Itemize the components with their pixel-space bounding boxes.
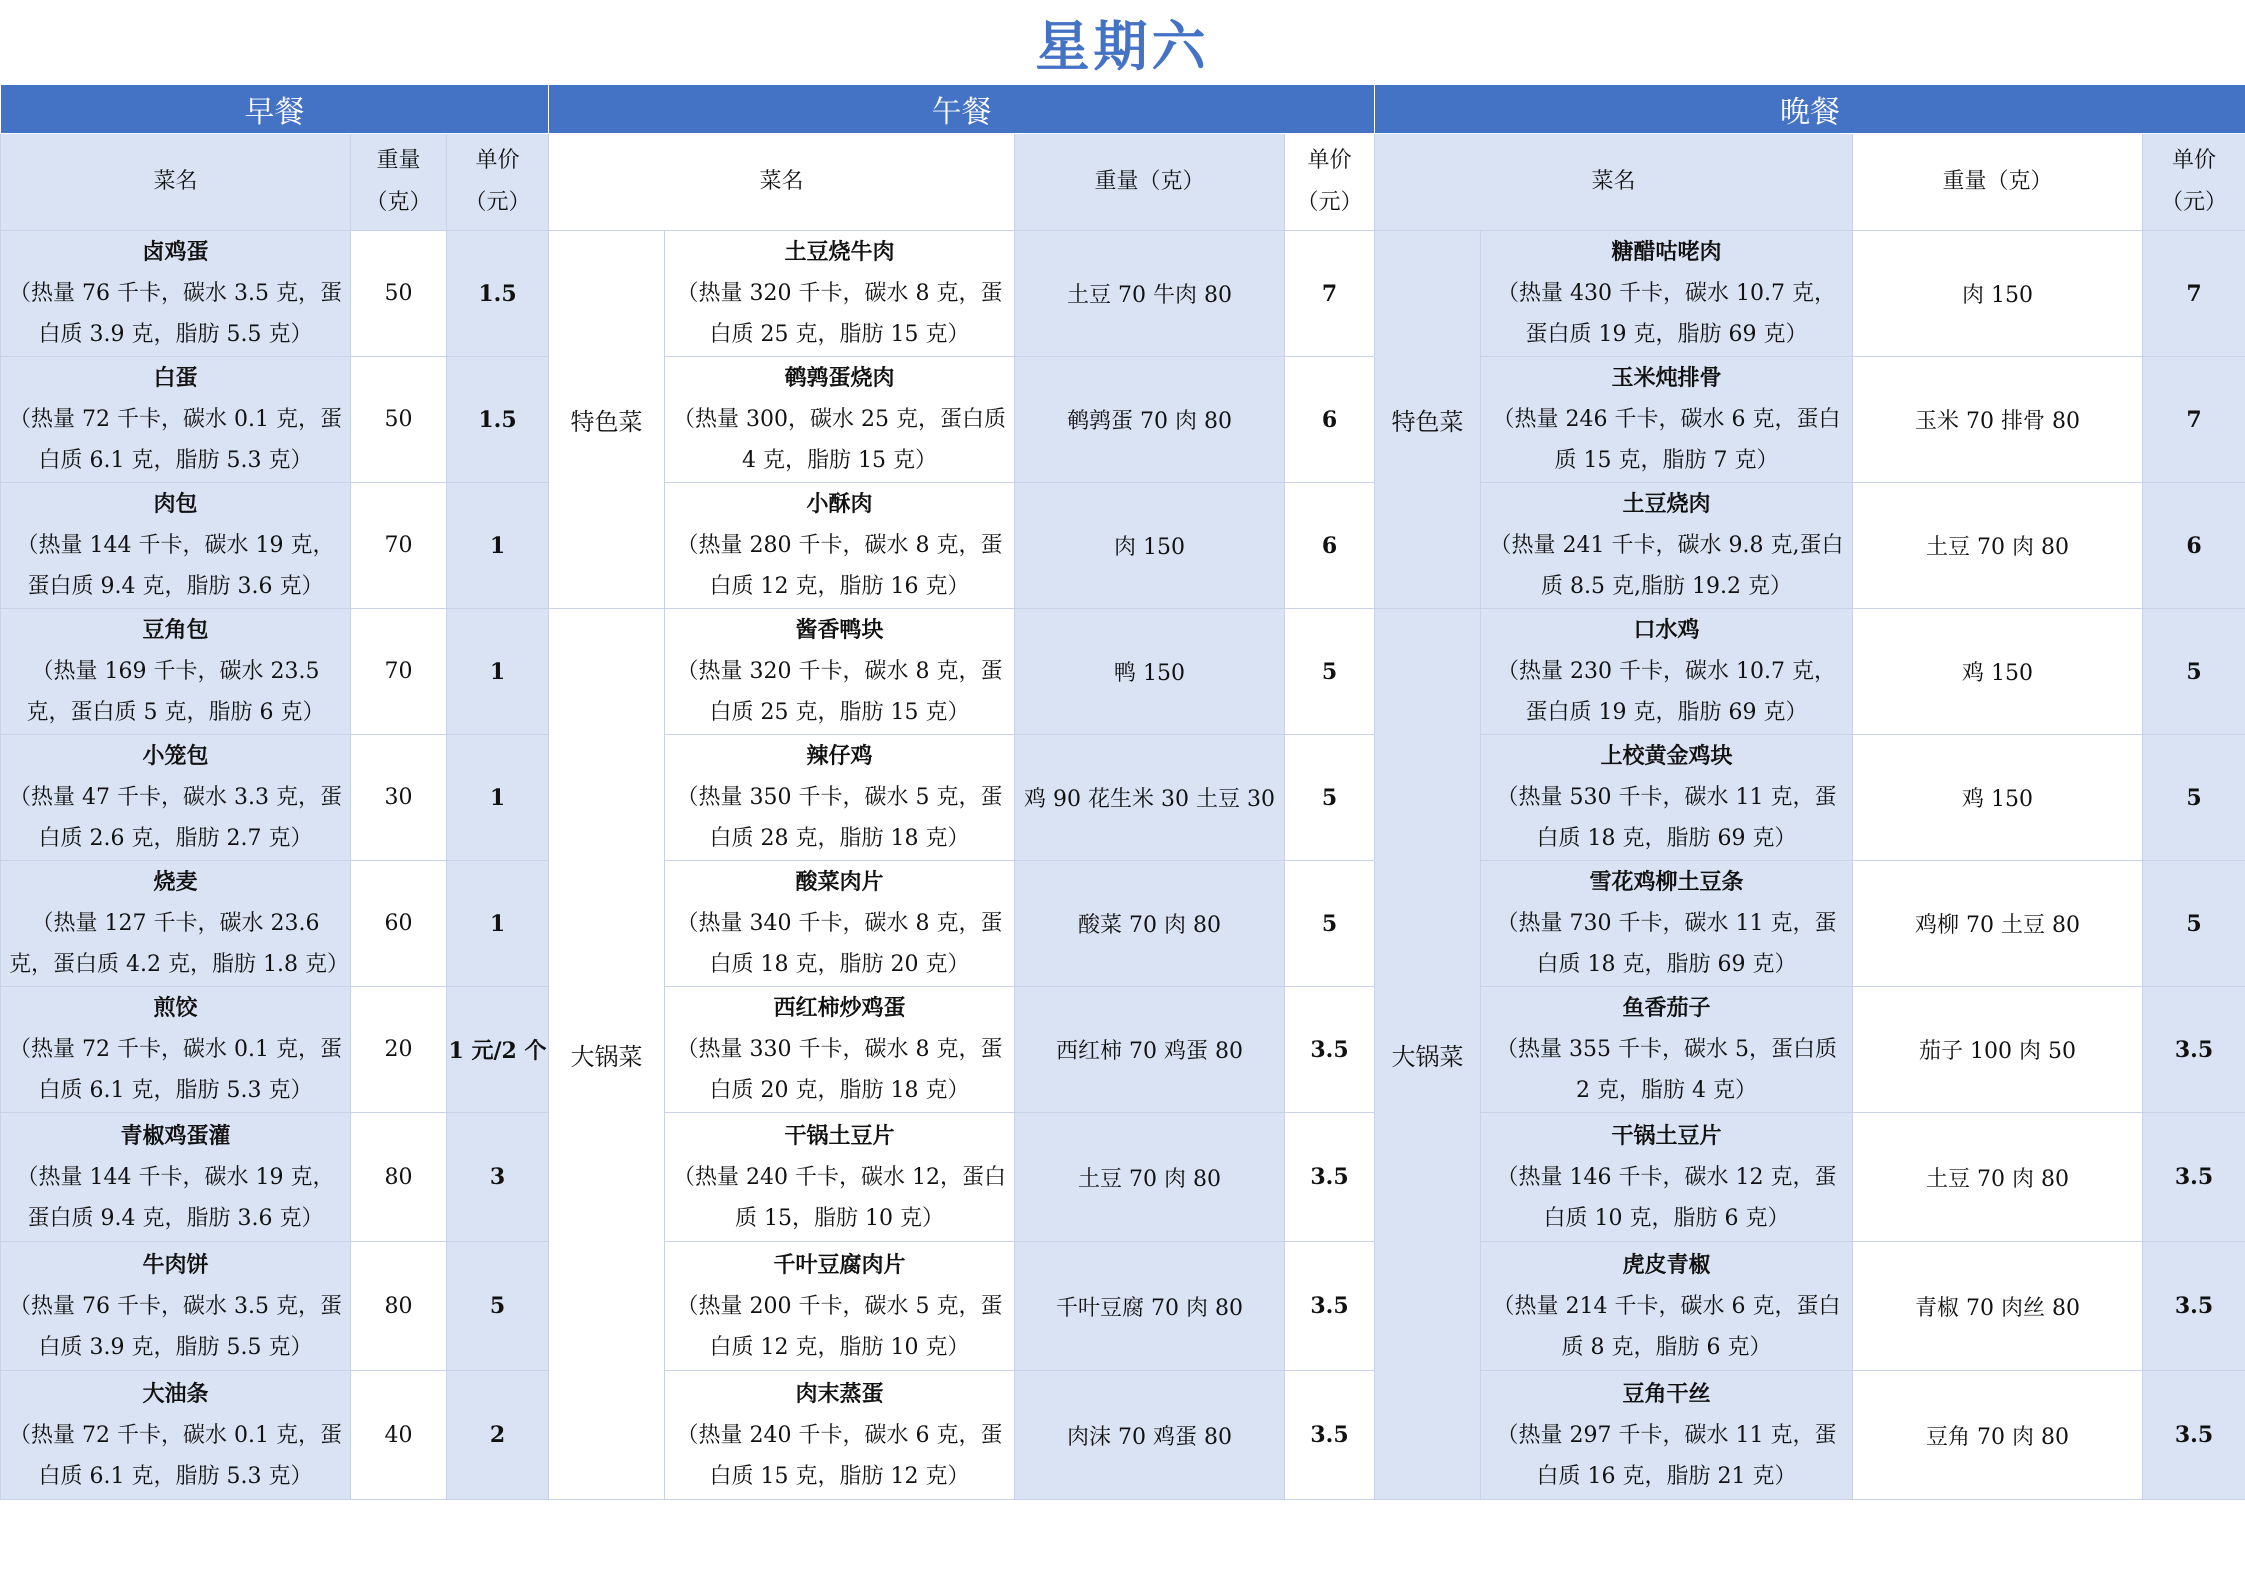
dinner-weight: 豆角 70 肉 80 <box>1853 1371 2143 1500</box>
breakfast-weight: 20 <box>351 987 447 1113</box>
lunch-category-special: 特色菜 <box>549 231 665 609</box>
lunch-dish-name: 土豆烧牛肉 <box>784 239 895 265</box>
dinner-dish-cell <box>1481 735 1853 861</box>
lunch-dish-nutrition: （热量 330 千卡，碳水 8 克，蛋白质 20 克，脂肪 18 克） <box>676 1037 1003 1103</box>
breakfast-dish-nutrition: （热量 144 千卡，碳水 19 克，蛋白质 9.4 克，脂肪 3.6 克） <box>16 533 335 599</box>
lunch-dish-name: 小酥肉 <box>806 491 873 517</box>
breakfast-weight: 70 <box>351 483 447 609</box>
breakfast-price: 2 <box>447 1371 549 1500</box>
table-row <box>1 1242 2245 1371</box>
dinner-dish-nutrition: （热量 530 千卡，碳水 11 克，蛋白质 18 克，脂肪 69 克） <box>1496 785 1837 851</box>
column-header-row <box>1 134 2245 231</box>
lunch-price: 3.5 <box>1285 1113 1375 1242</box>
dinner-price: 5 <box>2143 861 2245 987</box>
breakfast-dish-name: 豆角包 <box>142 617 209 643</box>
breakfast-dish-nutrition: （热量 127 千卡，碳水 23.6 克，蛋白质 4.2 克，脂肪 1.8 克） <box>9 911 349 977</box>
lunch-price: 3.5 <box>1285 987 1375 1113</box>
dinner-dish-cell <box>1481 357 1853 483</box>
dinner-price: 6 <box>2143 483 2245 609</box>
table-row <box>1 1371 2245 1500</box>
meal-breakfast-header: 早餐 <box>1 85 549 134</box>
breakfast-dish-nutrition: （热量 76 千卡，碳水 3.5 克，蛋白质 3.9 克，脂肪 5.5 克） <box>9 1293 342 1360</box>
breakfast-price: 5 <box>447 1242 549 1371</box>
lunch-weight: 鹌鹑蛋 70 肉 80 <box>1015 357 1285 483</box>
dinner-weight: 鸡 150 <box>1853 735 2143 861</box>
lunch-dish-cell <box>665 609 1015 735</box>
table-row <box>1 861 2245 987</box>
breakfast-dish-cell <box>1 735 351 861</box>
lunch-name-header: 菜名 <box>549 134 1015 231</box>
lunch-weight: 酸菜 70 肉 80 <box>1015 861 1285 987</box>
dinner-weight: 土豆 70 肉 80 <box>1853 483 2143 609</box>
dinner-dish-cell <box>1481 609 1853 735</box>
breakfast-dish-cell <box>1 357 351 483</box>
dinner-price: 3.5 <box>2143 1113 2245 1242</box>
lunch-weight: 鸡 90 花生米 30 土豆 30 <box>1015 735 1285 861</box>
breakfast-dish-cell <box>1 861 351 987</box>
lunch-dish-cell <box>665 483 1015 609</box>
lunch-price: 3.5 <box>1285 1371 1375 1500</box>
lunch-category-big-pot: 大锅菜 <box>549 609 665 1500</box>
dinner-dish-cell <box>1481 1113 1853 1242</box>
breakfast-weight: 40 <box>351 1371 447 1500</box>
table-row <box>1 357 2245 483</box>
breakfast-dish-cell <box>1 1113 351 1242</box>
lunch-weight: 肉沫 70 鸡蛋 80 <box>1015 1371 1285 1500</box>
menu-body <box>1 231 2245 1500</box>
breakfast-price: 1.5 <box>447 231 549 357</box>
breakfast-dish-name: 白蛋 <box>153 365 198 391</box>
breakfast-price: 1 <box>447 735 549 861</box>
dinner-name-header: 菜名 <box>1375 134 1853 231</box>
breakfast-weight: 50 <box>351 357 447 483</box>
lunch-weight: 土豆 70 牛肉 80 <box>1015 231 1285 357</box>
dinner-dish-name: 口水鸡 <box>1633 617 1700 643</box>
lunch-price: 6 <box>1285 483 1375 609</box>
dinner-dish-nutrition: （热量 355 千卡，碳水 5，蛋白质 2 克，脂肪 4 克） <box>1496 1037 1837 1103</box>
dinner-dish-name: 豆角干丝 <box>1622 1380 1711 1407</box>
lunch-dish-nutrition: （热量 280 千卡，碳水 8 克，蛋白质 12 克，脂肪 16 克） <box>676 533 1003 599</box>
lunch-dish-name: 辣仔鸡 <box>806 743 873 769</box>
lunch-weight: 西红柿 70 鸡蛋 80 <box>1015 987 1285 1113</box>
lunch-dish-cell <box>665 987 1015 1113</box>
lunch-dish-cell <box>665 1242 1015 1371</box>
dinner-dish-cell <box>1481 231 1853 357</box>
breakfast-price: 1 <box>447 483 549 609</box>
dinner-dish-name: 鱼香茄子 <box>1622 995 1711 1021</box>
lunch-dish-nutrition: （热量 340 千卡，碳水 8 克，蛋白质 18 克，脂肪 20 克） <box>676 911 1003 977</box>
breakfast-price: 1.5 <box>447 357 549 483</box>
breakfast-price: 1 <box>447 861 549 987</box>
lunch-weight: 鸭 150 <box>1015 609 1285 735</box>
lunch-price: 5 <box>1285 609 1375 735</box>
dinner-category-big-pot: 大锅菜 <box>1375 609 1481 1500</box>
lunch-weight-header: 重量（克） <box>1015 134 1285 231</box>
breakfast-weight: 30 <box>351 735 447 861</box>
dinner-dish-cell <box>1481 987 1853 1113</box>
lunch-price-header: 单价 （元） <box>1285 134 1375 231</box>
breakfast-dish-name: 肉包 <box>153 491 198 517</box>
breakfast-dish-nutrition: （热量 144 千卡，碳水 19 克，蛋白质 9.4 克，脂肪 3.6 克） <box>16 1164 335 1231</box>
dinner-dish-nutrition: （热量 430 千卡，碳水 10.7 克，蛋白质 19 克，脂肪 69 克） <box>1497 281 1836 347</box>
breakfast-dish-nutrition: （热量 76 千卡，碳水 3.5 克，蛋白质 3.9 克，脂肪 5.5 克） <box>9 281 342 347</box>
lunch-dish-cell <box>665 1113 1015 1242</box>
dinner-price: 7 <box>2143 231 2245 357</box>
dinner-dish-cell <box>1481 1371 1853 1500</box>
lunch-dish-cell <box>665 861 1015 987</box>
breakfast-dish-nutrition: （热量 72 千卡，碳水 0.1 克，蛋白质 6.1 克，脂肪 5.3 克） <box>9 407 342 473</box>
lunch-dish-nutrition: （热量 240 千卡，碳水 6 克，蛋白质 15 克，脂肪 12 克） <box>676 1422 1003 1489</box>
lunch-price: 3.5 <box>1285 1242 1375 1371</box>
dinner-dish-name: 土豆烧肉 <box>1622 491 1711 517</box>
breakfast-price: 1 元/2 个 <box>447 987 549 1113</box>
lunch-dish-nutrition: （热量 240 千卡，碳水 12，蛋白质 15，脂肪 10 克） <box>673 1164 1006 1231</box>
table-row <box>1 231 2245 357</box>
breakfast-dish-nutrition: （热量 72 千卡，碳水 0.1 克，蛋白质 6.1 克，脂肪 5.3 克） <box>9 1422 342 1489</box>
lunch-dish-name: 酸菜肉片 <box>795 869 884 895</box>
dinner-weight-header: 重量（克） <box>1853 134 2143 231</box>
lunch-dish-cell <box>665 1371 1015 1500</box>
table-row <box>1 735 2245 861</box>
lunch-dish-name: 酱香鸭块 <box>795 617 884 643</box>
dinner-dish-name: 上校黄金鸡块 <box>1600 743 1733 769</box>
dinner-weight: 玉米 70 排骨 80 <box>1853 357 2143 483</box>
breakfast-dish-name: 大油条 <box>142 1380 209 1407</box>
dinner-weight: 鸡柳 70 土豆 80 <box>1853 861 2143 987</box>
dinner-dish-nutrition: （热量 241 千卡，碳水 9.8 克,蛋白质 8.5 克,脂肪 19.2 克） <box>1489 533 1844 599</box>
dinner-price: 3.5 <box>2143 1242 2245 1371</box>
lunch-dish-name: 肉末蒸蛋 <box>795 1380 884 1407</box>
lunch-price: 7 <box>1285 231 1375 357</box>
breakfast-price-header: 单价 （元） <box>447 134 549 231</box>
lunch-dish-name: 西红柿炒鸡蛋 <box>773 995 906 1021</box>
dinner-dish-nutrition: （热量 297 千卡，碳水 11 克，蛋白质 16 克，脂肪 21 克） <box>1496 1422 1837 1489</box>
breakfast-dish-name: 牛肉饼 <box>142 1251 209 1278</box>
dinner-dish-name: 干锅土豆片 <box>1611 1122 1722 1149</box>
breakfast-dish-cell <box>1 987 351 1113</box>
breakfast-dish-name: 煎饺 <box>153 995 198 1021</box>
dinner-dish-name: 雪花鸡柳土豆条 <box>1589 869 1744 895</box>
dinner-dish-nutrition: （热量 146 千卡，碳水 12 克，蛋白质 10 克，脂肪 6 克） <box>1496 1164 1837 1231</box>
table-row <box>1 1113 2245 1242</box>
breakfast-dish-nutrition: （热量 72 千卡，碳水 0.1 克，蛋白质 6.1 克，脂肪 5.3 克） <box>9 1037 342 1103</box>
dinner-dish-cell <box>1481 483 1853 609</box>
dinner-category-special: 特色菜 <box>1375 231 1481 609</box>
dinner-dish-nutrition: （热量 230 千卡，碳水 10.7 克，蛋白质 19 克，脂肪 69 克） <box>1497 659 1836 725</box>
lunch-price: 5 <box>1285 861 1375 987</box>
lunch-dish-nutrition: （热量 200 千卡，碳水 5 克，蛋白质 12 克，脂肪 10 克） <box>676 1293 1003 1360</box>
menu-table <box>0 84 2245 1500</box>
breakfast-weight-header: 重量 （克） <box>351 134 447 231</box>
breakfast-dish-name: 卤鸡蛋 <box>142 239 209 265</box>
lunch-weight: 肉 150 <box>1015 483 1285 609</box>
dinner-weight: 茄子 100 肉 50 <box>1853 987 2143 1113</box>
lunch-dish-name: 鹌鹑蛋烧肉 <box>784 365 895 391</box>
breakfast-dish-cell <box>1 483 351 609</box>
dinner-dish-cell <box>1481 1242 1853 1371</box>
breakfast-dish-cell <box>1 1371 351 1500</box>
breakfast-dish-cell <box>1 609 351 735</box>
dinner-weight: 肉 150 <box>1853 231 2143 357</box>
dinner-weight: 鸡 150 <box>1853 609 2143 735</box>
breakfast-weight: 80 <box>351 1113 447 1242</box>
breakfast-weight: 80 <box>351 1242 447 1371</box>
breakfast-price: 3 <box>447 1113 549 1242</box>
lunch-dish-name: 干锅土豆片 <box>784 1122 895 1149</box>
meal-dinner-header: 晚餐 <box>1375 85 2245 134</box>
meal-lunch-header: 午餐 <box>549 85 1375 134</box>
lunch-dish-cell <box>665 357 1015 483</box>
breakfast-weight: 60 <box>351 861 447 987</box>
breakfast-dish-cell <box>1 231 351 357</box>
lunch-dish-nutrition: （热量 320 千卡，碳水 8 克，蛋白质 25 克，脂肪 15 克） <box>676 659 1003 725</box>
dinner-dish-name: 糖醋咕咾肉 <box>1611 239 1722 265</box>
lunch-dish-name: 千叶豆腐肉片 <box>773 1251 906 1278</box>
breakfast-dish-name: 青椒鸡蛋灌 <box>120 1122 231 1149</box>
dinner-price: 5 <box>2143 735 2245 861</box>
dinner-price: 3.5 <box>2143 1371 2245 1500</box>
breakfast-dish-name: 小笼包 <box>142 743 209 769</box>
lunch-dish-nutrition: （热量 350 千卡，碳水 5 克，蛋白质 28 克，脂肪 18 克） <box>676 785 1003 851</box>
lunch-dish-cell <box>665 735 1015 861</box>
breakfast-weight: 70 <box>351 609 447 735</box>
breakfast-dish-cell <box>1 1242 351 1371</box>
dinner-dish-cell <box>1481 861 1853 987</box>
breakfast-price: 1 <box>447 609 549 735</box>
breakfast-weight: 50 <box>351 231 447 357</box>
dinner-price: 7 <box>2143 357 2245 483</box>
dinner-weight: 土豆 70 肉 80 <box>1853 1113 2143 1242</box>
lunch-dish-cell <box>665 231 1015 357</box>
breakfast-dish-name: 烧麦 <box>153 869 198 895</box>
meal-header-row <box>1 85 2245 134</box>
breakfast-name-header: 菜名 <box>1 134 351 231</box>
lunch-dish-nutrition: （热量 300，碳水 25 克，蛋白质 4 克，脂肪 15 克） <box>673 407 1006 473</box>
lunch-weight: 土豆 70 肉 80 <box>1015 1113 1285 1242</box>
dinner-price-header: 单价 （元） <box>2143 134 2245 231</box>
table-row <box>1 987 2245 1113</box>
lunch-weight: 千叶豆腐 70 肉 80 <box>1015 1242 1285 1371</box>
lunch-price: 5 <box>1285 735 1375 861</box>
dinner-weight: 青椒 70 肉丝 80 <box>1853 1242 2143 1371</box>
dinner-dish-nutrition: （热量 214 千卡，碳水 6 克，蛋白质 8 克，脂肪 6 克） <box>1492 1293 1841 1360</box>
dinner-dish-name: 虎皮青椒 <box>1622 1251 1711 1278</box>
lunch-price: 6 <box>1285 357 1375 483</box>
breakfast-dish-nutrition: （热量 169 千卡，碳水 23.5 克，蛋白质 5 克，脂肪 6 克） <box>26 659 325 725</box>
dinner-dish-name: 玉米炖排骨 <box>1611 365 1722 391</box>
breakfast-dish-nutrition: （热量 47 千卡，碳水 3.3 克，蛋白质 2.6 克，脂肪 2.7 克） <box>9 785 342 851</box>
dinner-price: 3.5 <box>2143 987 2245 1113</box>
page-title: 星期六 <box>1035 14 1210 78</box>
table-row <box>1 483 2245 609</box>
table-row <box>1 609 2245 735</box>
dinner-price: 5 <box>2143 609 2245 735</box>
dinner-dish-nutrition: （热量 730 千卡，碳水 11 克，蛋白质 18 克，脂肪 69 克） <box>1496 911 1837 977</box>
dinner-dish-nutrition: （热量 246 千卡，碳水 6 克，蛋白质 15 克，脂肪 7 克） <box>1492 407 1841 473</box>
lunch-dish-nutrition: （热量 320 千卡，碳水 8 克，蛋白质 25 克，脂肪 15 克） <box>676 281 1003 347</box>
